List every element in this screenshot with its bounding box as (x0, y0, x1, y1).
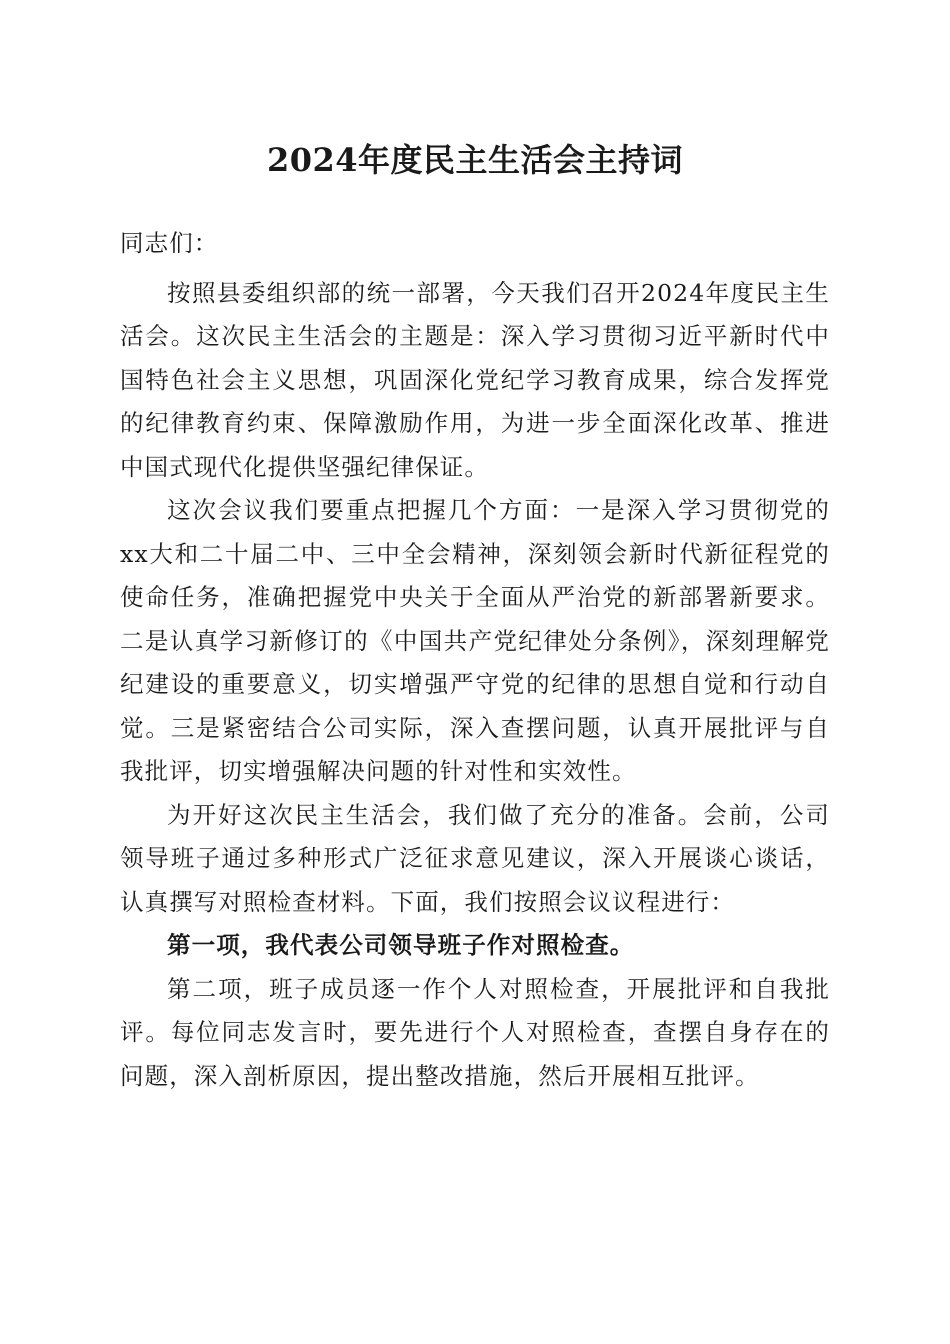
paragraph-preparation: 为开好这次民主生活会，我们做了充分的准备。会前，公司领导班子通过多种形式广泛征求意见建议，深入开展谈心谈话，认真撰写对照检查材料。下面，我们按照会议议程进行： (120, 800, 830, 916)
agenda-item-1: 第一项，我代表公司领导班子作对照检查。 (167, 931, 635, 959)
document-body (120, 222, 830, 1098)
salutation: 同志们： (120, 229, 219, 257)
paragraph-intro: 按照县委组织部的统一部署，今天我们召开2024年度民主生活会。这次民主生活会的主题是：深入学习贯彻习近平新时代中国特色社会主义思想，巩固深化党纪学习教育成果，综合发挥党的纪律教育约束、保障激励作用，为进一步全面深化改革、推进中国式现代化提供坚强纪律保证。 (120, 278, 830, 481)
document-title: 2024年度民主生活会主持词 (266, 141, 684, 179)
agenda-item-2: 第二项，班子成员逐一作个人对照检查，开展批评和自我批评。每位同志发言时，要先进行个人对照检查，查摆自身存在的问题，深入剖析原因，提出整改措施，然后开展相互批评。 (120, 974, 830, 1090)
paragraph-key-points: 这次会议我们要重点把握几个方面：一是深入学习贯彻党的xx大和二十届二中、三中全会精神，深刻领会新时代新征程党的使命任务，准确把握党中央关于全面从严治党的新部署新要求。二是认真学习新修订的《中国共产党纪律处分条例》，深刻理解党纪建设的重要意义，切实增强严守党的纪律的思想自觉和行动自觉。三是紧密结合公司实际，深入查摆问题，认真开展批评与自我批评，切实增强解决问题的针对性和实效性。 (120, 496, 830, 785)
